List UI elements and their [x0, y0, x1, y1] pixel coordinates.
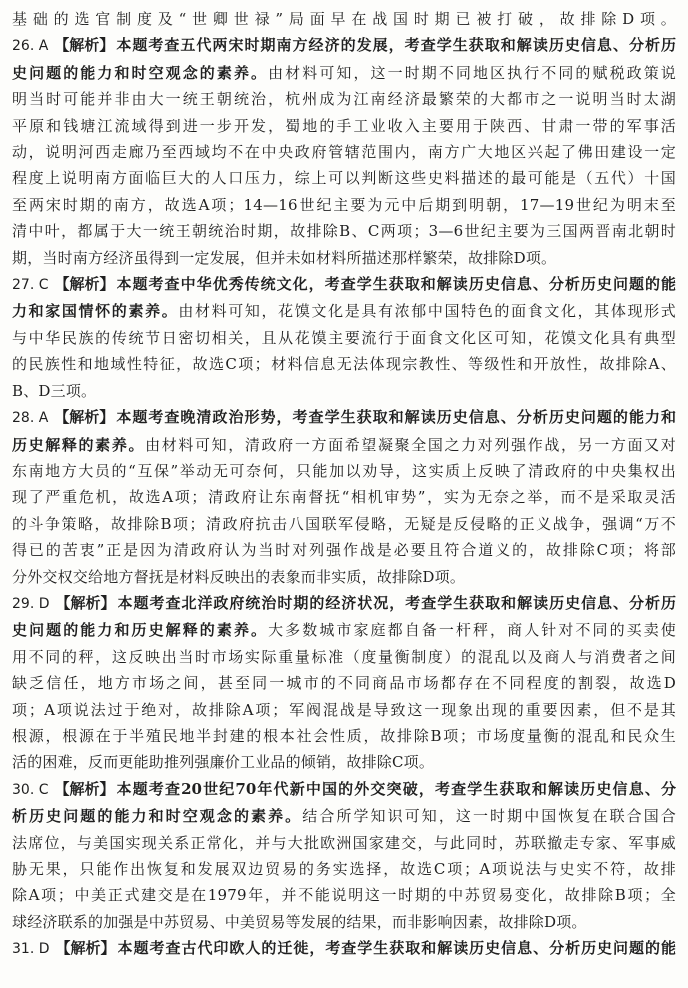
answer-item-28: [12, 404, 676, 590]
explanation-line: 除A项；中美正式建交是在1979年，并不能说明这一时期的中苏贸易变化，故排除B项；全: [12, 886, 676, 905]
topic-continuation: 力和家国情怀的素养。: [12, 302, 179, 321]
topic-line: 本题考查北洋政府统治时期的经济状况，考查学生获取和解读历史信息、分析历: [117, 593, 676, 612]
explanation-line: 法席位，与美国实现关系正常化，并与大批欧洲国家建交，与此同时，苏联撤走专家、军事威: [12, 833, 676, 852]
analysis-tag: 【解析】: [55, 939, 116, 958]
explanation-line: 得已的苦衷”正是因为清政府认为当时对列强作战是必要且符合道义的，故排除C项；将部: [12, 541, 676, 560]
explanation-line: 活的困难，反而更能助推列强廉价工业品的倾销，故排除C项。: [12, 753, 435, 772]
explanation-line: 清中叶，都属于大一统王朝统治时期，故排除B、C两项；3—6世纪主要为三国两晋南北朝时: [12, 222, 676, 241]
answer-number: 31. D: [12, 941, 50, 958]
answer-number: 29. D: [12, 595, 50, 612]
explanation-text: 由材料可知，花馍文化是具有浓郁中国特色的面食文化，其体现形式: [178, 302, 676, 321]
topic-continuation: 历史解释的素养。: [12, 435, 146, 454]
explanation-line: [12, 298, 676, 324]
explanation-text: 由材料可知，清政府一方面希望凝聚全国之力对列强作战，另一方面又对: [145, 435, 676, 454]
explanation-line: 的民族性和地域性特征，故选C项；材料信息无法体现宗教性、等级性和开放性，故排除A、: [12, 355, 676, 374]
analysis-tag: 【解析】: [54, 779, 115, 798]
explanation-line: [12, 803, 676, 829]
explanation-line: 东南地方大员的“互保”举动无可奈何，只能加以劝导，这实质上反映了清政府的中央集权出: [12, 461, 676, 480]
topic-continuation: 史问题的能力和时空观念的素养。: [12, 63, 269, 82]
answer-item-31: [12, 935, 676, 962]
explanation-line: 明当时可能并非由大一统王朝统治，杭州成为江南经济最繁荣的大都市之一说明当时太湖: [12, 90, 676, 109]
explanation-text: 大多数城市家庭都自备一杆秤，商人针对不同的买卖使: [268, 621, 676, 640]
explanation-line: 现了严重危机，故选A项；清政府让东南督抚“相机审势”，实为无奈之举，而不是采取灵活: [12, 488, 676, 507]
intro-line: 基础的选官制度及“世卿世禄”局面早在战国时期已被打破，故排除D项。: [12, 10, 676, 28]
explanation-line: 平原和钱塘江流域得到进一步开发，蜀地的手工业收入主要用于陕西、甘肃一带的军事活: [12, 116, 676, 135]
answer-item-header: [12, 404, 676, 431]
analysis-tag: 【解析】: [55, 593, 116, 612]
answer-item-header: [12, 935, 676, 962]
answer-item-26: [12, 32, 676, 271]
explanation-line: 至两宋时期的南方，故选A项；14—16世纪主要为元中后期到明朝，17—19世纪为明末至: [12, 195, 676, 214]
answer-item-29: [12, 590, 676, 776]
answer-number: 30. C: [12, 781, 49, 798]
explanation-line: 期，当时南方经济虽得到一定发展，但并未如材料所描述那样繁荣，故排除D项。: [12, 248, 557, 267]
explanation-line: 项；A项说法过于绝对，故排除A项；军阀混战是导致这一现象出现的重要因素，但不是其: [12, 700, 676, 719]
answer-number: 28. A: [12, 410, 49, 427]
topic-continuation: 析历史问题的能力和时空观念的素养。: [12, 807, 303, 826]
explanation-line: 胁无果，只能作出恢复和发展双边贸易的务实选择，故选C项；A项说法与史实不符，故排: [12, 860, 676, 878]
answer-number: 26. A: [12, 38, 49, 55]
topic-continuation: 史问题的能力和历史解释的素养。: [12, 621, 269, 640]
explanation-line: 的斗争策略，故排除B项；清政府抗击八国联军侵略，无疑是反侵略的正义战争，强调“万不: [12, 514, 676, 533]
answer-item-30: [12, 776, 676, 935]
topic-line: 本题考查古代印欧人的迁徙，考查学生获取和解读历史信息、分析历史问题的能: [117, 939, 676, 958]
answer-item-header: [12, 590, 676, 617]
topic-line: 本题考查五代两宋时期南方经济的发展，考查学生获取和解读历史信息、分析历: [116, 36, 676, 55]
explanation-line: [12, 432, 676, 458]
analysis-tag: 【解析】: [54, 408, 115, 427]
explanation-line: 根源，根源在于半殖民地半封建的根本社会性质，故排除B项；市场度量衡的混乱和民众生: [12, 726, 676, 745]
explanation-line: [12, 617, 676, 643]
explanation-text: 由材料可知，这一时期不同地区执行不同的赋税政策说: [268, 63, 676, 82]
answer-item-header: [12, 776, 676, 803]
explanation-line: 缺乏信任，地方市场之间，甚至同一城市的不同商品市场都存在不同程度的割裂，故选D: [12, 674, 676, 693]
analysis-tag: 【解析】: [54, 275, 115, 294]
explanation-line: 动，说明河西走廊乃至西域均不在中央政府管辖范围内，南方广大地区兴起了佛田建设一定: [12, 143, 676, 162]
answer-item-27: [12, 271, 676, 404]
explanation-line: 与中华民族的传统节日密切相关，且从花馍主要流行于面食文化区可知，花馍文化具有典型: [12, 328, 676, 347]
explanation-line: [12, 60, 676, 86]
explanation-line: 用不同的秤，这反映出当时市场实际重量标准（度量衡制度）的混乱以及商人与消费者之间: [12, 647, 676, 666]
explanation-line: 球经济联系的加强是中苏贸易、中美贸易等发展的结果，而非影响因素，故排除D项。: [12, 912, 587, 931]
topic-line: 本题考查中华优秀传统文化，考查学生获取和解读历史信息、分析历史问题的能: [116, 275, 676, 294]
explanation-line: 程度上说明南方面临巨大的人口压力，综上可以判断这些史料描述的最可能是（五代）十国: [12, 169, 676, 188]
explanation-line: B、D三项。: [12, 381, 97, 400]
topic-line: 本题考查晚清政治形势，考查学生获取和解读历史信息、分析历史问题的能力和: [116, 408, 676, 427]
analysis-tag: 【解析】: [54, 36, 115, 55]
answer-item-header: [12, 32, 676, 59]
answer-number: 27. C: [12, 277, 49, 294]
topic-line: 本题考查20世纪70年代新中国的外交突破，考查学生获取和解读历史信息、分: [116, 779, 676, 798]
explanation-line: 分外交权交给地方督抚是材料反映出的表象而非实质，故排除D项。: [12, 567, 466, 586]
explanation-text: 结合所学知识可知，这一时期中国恢复在联合国合: [302, 807, 676, 826]
answer-item-header: [12, 271, 676, 298]
